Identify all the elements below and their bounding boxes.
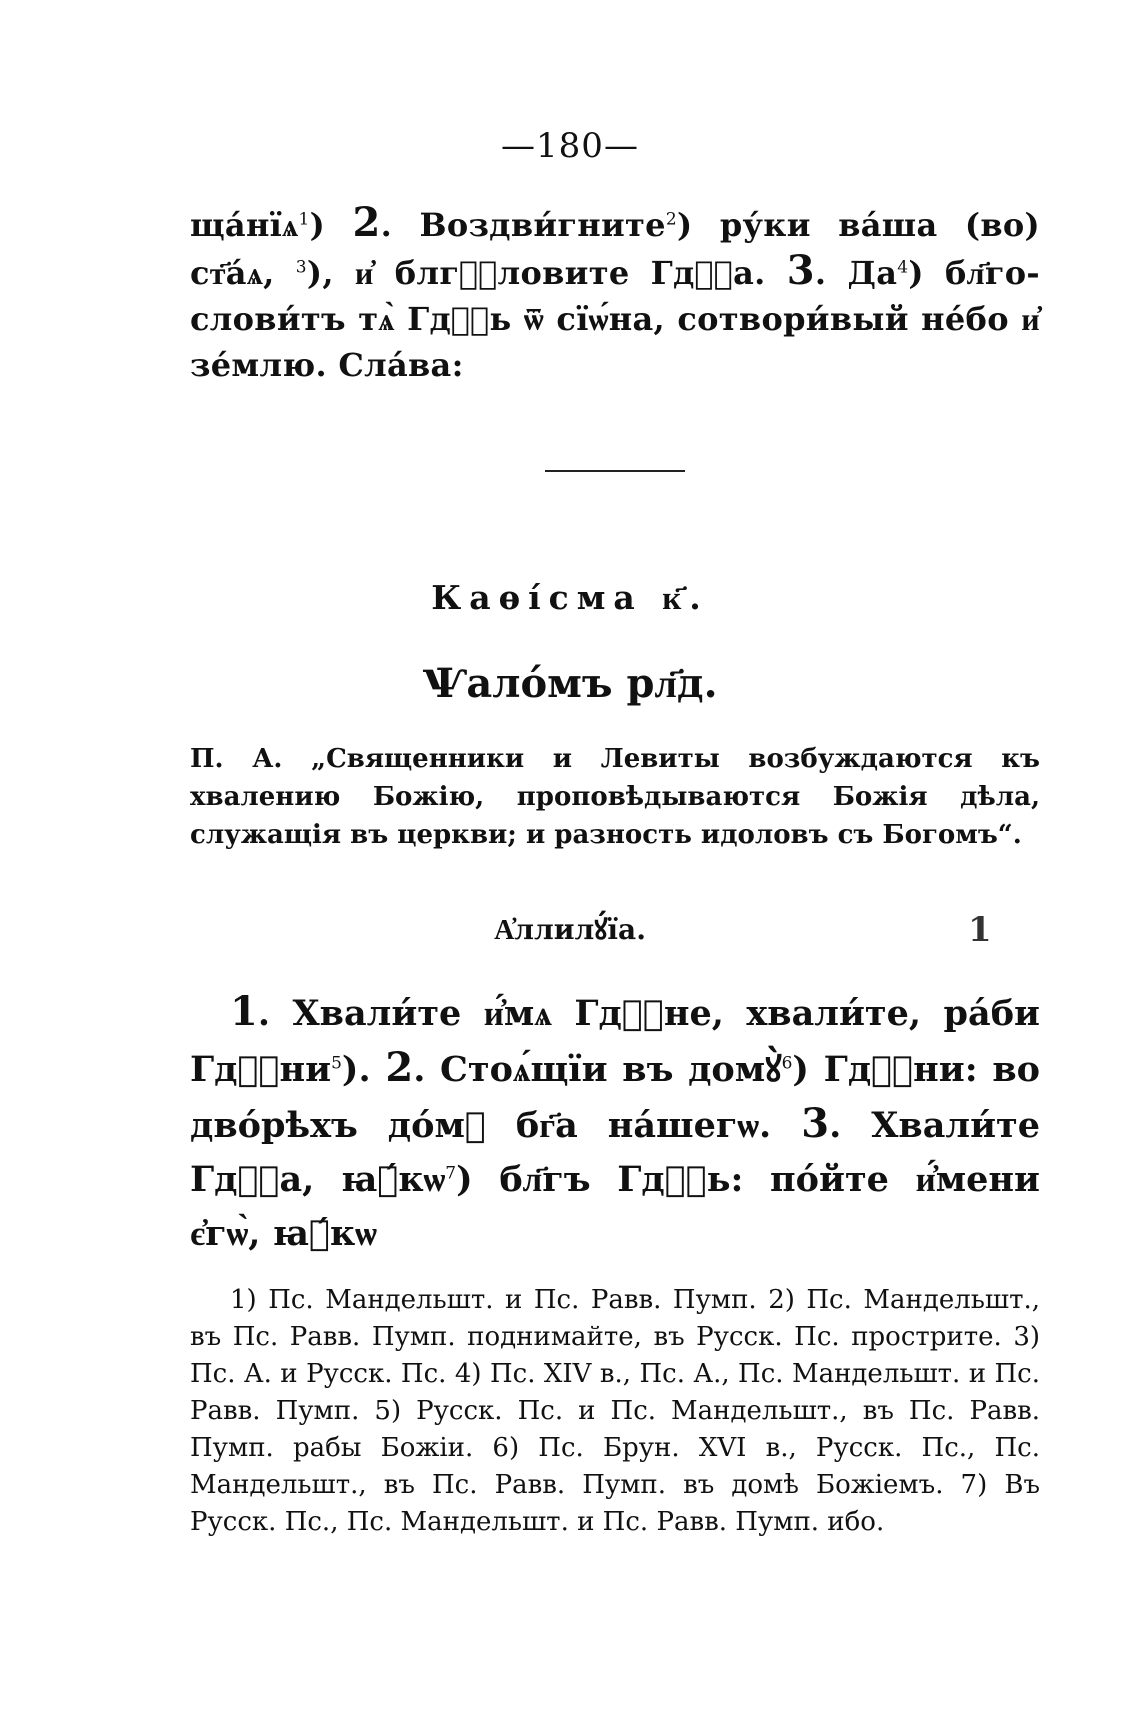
text-run: . Да bbox=[814, 254, 898, 292]
footnote-ref: 6 bbox=[781, 1053, 793, 1074]
text-run: . Воздви́гните bbox=[380, 206, 666, 244]
kathisma-heading: Каѳі́сма к҃. bbox=[431, 578, 709, 617]
text-run: ), и҆ блгⷭ҇ловите Гдⷭ҇а. bbox=[306, 254, 787, 292]
footnote-ref: 2 bbox=[665, 209, 677, 230]
text-run: ) bbox=[309, 206, 353, 244]
footnote-ref: 3 bbox=[295, 257, 307, 278]
margin-numeral: 1 bbox=[968, 910, 992, 950]
text-run: ) ру́ки ва́ша (во) ст҃а́ѧ, bbox=[190, 206, 1040, 292]
verse-number: 2 bbox=[385, 1044, 414, 1091]
footnotes bbox=[190, 1282, 1040, 1541]
top-passage bbox=[190, 200, 1040, 388]
text-run: ща́нїѧ bbox=[190, 206, 299, 244]
psalm-text bbox=[190, 985, 1040, 1261]
verse-number: 2 bbox=[352, 199, 381, 246]
footnote-ref: 5 bbox=[331, 1053, 342, 1074]
verse-number: 3 bbox=[786, 247, 815, 294]
text-run: . Хвали́те Гдⷭ҇а, ꙗ҆́кѡ bbox=[190, 1105, 1040, 1200]
text-run: ) Гдⷭ҇ни: во дво́рѣхъ до́мꙋ бг҃а на́шегѡ. bbox=[190, 1049, 1041, 1146]
alleluia-heading: А҆ллилꙋ́їа. bbox=[494, 913, 646, 946]
footnote-ref: 7 bbox=[445, 1163, 457, 1184]
editor-note: П. А. „Священники и Левиты возбуждаются къ хвалению Божію, проповѣдываются Божія дѣла, служащія въ церкви; и разность идоловъ съ Богомъ“. bbox=[190, 744, 1040, 850]
footnote-text: 1) Пс. Мандельшт. и Пс. Равв. Пумп. 2) Пс. Мандельшт., въ Пс. Равв. Пумп. поднимайте, въ Русск. Пс. прострите. 3) Пс. А. и Русск. Пс. 4) Пс. XIV в., Пс. А., Пс. Мандельшт. и Пс. Равв. Пумп. 5) Русск. Пс. и Пс. Мандельшт., въ Пс. Равв. Пумп. рабы Божіи. 6) Пс. Брун. XVI в., Русск. Пс., Пс. Мандельшт., въ Пс. Равв. Пумп. въ домѣ Божіемъ. 7) Въ Русск. Пс., Пс. Мандельшт. и Пс. Равв. Пумп. ибо. bbox=[190, 1285, 1040, 1537]
verse-number: 3 bbox=[801, 1100, 830, 1147]
verse-number: 1 bbox=[230, 988, 258, 1035]
text-run: ) бл҃го- bbox=[908, 254, 1041, 292]
text-run: слови́тъ тѧ̀ Гдⷭ҇ь ѿ сїѡ́на, сотвори́вый не́бо и҆ зе́млю. Сла́ва: bbox=[190, 300, 1040, 384]
text-run: . Стоѧ́щїи въ домꙋ̀ bbox=[413, 1049, 782, 1090]
footnote-ref: 1 bbox=[298, 209, 310, 230]
text-run: ) бл҃гъ Гдⷭ҇ь: по́йте и҆́мени є҆гѡ̀, ꙗ҆́кѡ bbox=[190, 1159, 1040, 1254]
top-passage-text bbox=[190, 200, 1040, 388]
psalm-title: Ѱало́мъ рл҃д. bbox=[422, 660, 718, 707]
text-run: ). bbox=[341, 1049, 386, 1090]
footnote-ref: 4 bbox=[897, 257, 909, 278]
psalm-verses bbox=[190, 985, 1040, 1261]
page-number: —180— bbox=[501, 126, 639, 166]
section-divider bbox=[545, 470, 685, 472]
text-run: . Хвали́те и҆́мѧ Гдⷭ҇не, хвали́те, ра́би Гдⷭ҇ни bbox=[190, 993, 1040, 1090]
